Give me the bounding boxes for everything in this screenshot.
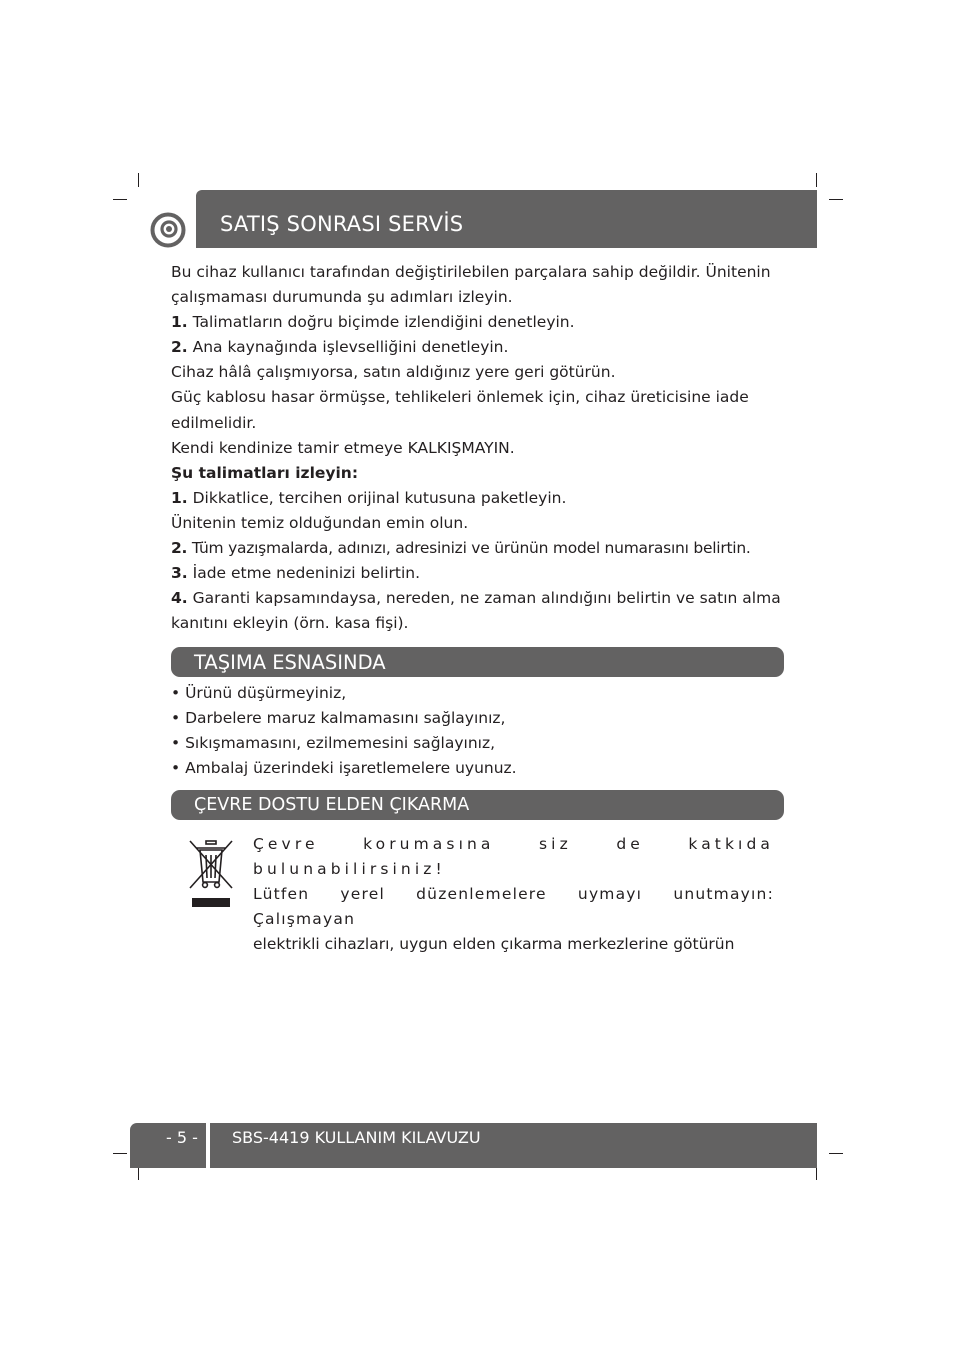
note-text: Ünitenin temiz olduğundan emin olun.	[171, 513, 469, 532]
step-item: 1. Dikkatlice, tercihen orijinal kutusuna paketleyin.	[171, 488, 567, 507]
crop-mark	[816, 1166, 817, 1180]
crop-mark	[138, 1166, 139, 1180]
note-text: Kendi kendinize tamir etmeye KALKIŞMAYIN.	[171, 438, 515, 457]
transport-list	[171, 681, 789, 781]
weee-crossed-bin-icon	[186, 838, 236, 910]
page-title: SATIŞ SONRASI SERVİS	[220, 212, 464, 236]
list-item: • Darbelere maruz kalmamasını sağlayınız,	[171, 709, 506, 728]
page-number: - 5 -	[166, 1128, 198, 1147]
section-header-eco	[171, 790, 784, 820]
brand-logo-icon	[150, 212, 186, 248]
section-header-after-sales	[196, 190, 817, 248]
list-item: • Ambalaj üzerindeki işaretlemelere uyunuz.	[171, 759, 517, 778]
footer-title-box	[210, 1123, 817, 1168]
crop-mark	[138, 173, 139, 187]
step-item: 2. Ana kaynağında işlevselliğini denetleyin.	[171, 338, 509, 357]
crop-mark	[829, 199, 843, 200]
step-item: 4. Garanti kapsamındaysa, nereden, ne zaman alındığını belirtin ve satın alma kanıtını ekleyin (örn. kasa fişi).	[171, 589, 781, 633]
manual-title: SBS-4419 KULLANIM KILAVUZU	[232, 1128, 481, 1147]
crop-mark	[113, 199, 127, 200]
section-title: TAŞIMA ESNASINDA	[194, 650, 386, 674]
crop-mark	[829, 1153, 843, 1154]
instructions-heading: Şu talimatları izleyin:	[171, 463, 359, 482]
eco-text	[253, 832, 774, 957]
note-text: Cihaz hâlâ çalışmıyorsa, satın aldığınız yere geri götürün.	[171, 363, 616, 382]
step-item: 1. Talimatların doğru biçimde izlendiğini denetleyin.	[171, 313, 575, 332]
eco-line: Lütfen yerel düzenlemelere uymayı unutmayın: Çalışmayan	[253, 885, 774, 928]
eco-line: Çevre korumasına siz de katkıda bulunabilirsiniz!	[253, 835, 774, 878]
section-title: ÇEVRE DOSTU ELDEN ÇIKARMA	[194, 795, 470, 815]
step-item: 2. Tüm yazışmalarda, adınızı, adresinizi ve ürünün model numarasını belirtin.	[171, 539, 751, 558]
step-item: 3. İade etme nedeninizi belirtin.	[171, 564, 421, 583]
note-text: Güç kablosu hasar örmüşse, tehlikeleri önlemek için, cihaz üreticisine iade edilmelidir.	[171, 388, 749, 432]
list-item: • Ürünü düşürmeyiniz,	[171, 684, 347, 702]
eco-line: elektrikli cihazları, uygun elden çıkarma merkezlerine götürün	[253, 935, 735, 953]
after-sales-content	[171, 260, 789, 636]
list-item: • Sıkışmamasını, ezilmemesini sağlayınız,	[171, 734, 496, 753]
section-header-transport	[171, 647, 784, 677]
intro-text: Bu cihaz kullanıcı tarafından değiştirilebilen parçalara sahip değildir. Ünitenin çalışmaması durumunda şu adımları izleyin.	[171, 263, 771, 307]
crop-mark	[113, 1153, 127, 1154]
footer-page-box	[130, 1123, 206, 1168]
crop-mark	[816, 173, 817, 187]
